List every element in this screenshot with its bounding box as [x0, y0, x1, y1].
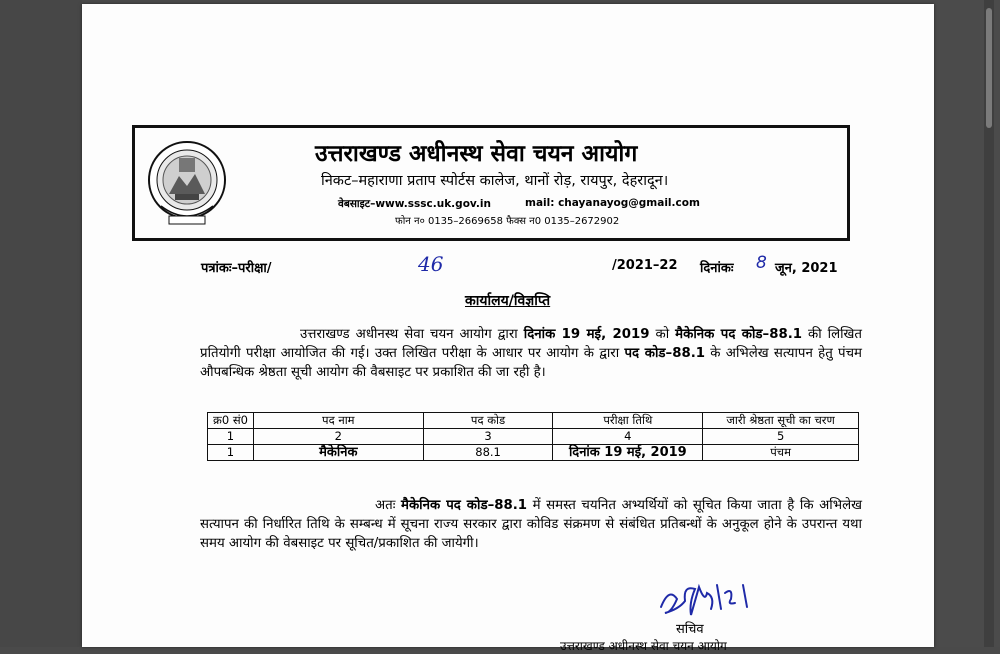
p1-text-3: की लिखित प्रतियोगी परीक्षा आयोजित की गई। उक्त लिखित परीक्षा के आधार पर आयोग के द्वारा — [200, 327, 862, 361]
notice-subject: कार्यालय/विज्ञप्ति — [465, 293, 551, 309]
p1-text-4: के अभिलेख सत्यापन हेतु पंचम औपबन्धिक श्रेष्ठता सूची आयोग की वैबसाइट पर प्रकाशित की जा रही है। — [200, 346, 863, 380]
signatory-designation: सचिव — [676, 622, 704, 637]
phone-fax-line: फोन न० 0135–2669658 फैक्स न0 0135–2672902 — [395, 216, 620, 227]
notice-paragraph-2 — [200, 496, 862, 553]
website-line: वेबसाइट–www.sssc.uk.gov.in — [338, 198, 491, 210]
table-header-row — [208, 413, 859, 429]
p2-bold-1: मैकेनिक पद कोड–88.1 — [401, 498, 528, 513]
table-cell: 1 — [208, 429, 254, 445]
table-number-row — [208, 429, 859, 445]
table-cell: 2 — [253, 429, 423, 445]
date-label: दिनांकः — [700, 261, 734, 276]
table-header-cell: क्र0 सं0 — [208, 413, 254, 429]
reference-number: 46 — [418, 252, 444, 276]
table-header-cell: पद नाम — [253, 413, 423, 429]
table-cell: 88.1 — [423, 445, 553, 461]
viewer-left-margin — [0, 0, 82, 647]
signatory-organization: उत्तराखण्ड अधीनस्थ सेवा चयन आयोग — [560, 639, 727, 653]
table-cell: मैकेनिक — [253, 445, 423, 461]
table-header-cell: जारी श्रेष्ठता सूची का चरण — [703, 413, 859, 429]
scrollbar-thumb[interactable] — [986, 8, 992, 128]
date-month-year: जून, 2021 — [775, 261, 838, 276]
commission-emblem — [145, 136, 229, 228]
p2-text-2: में समस्त चयनित अभ्यर्थियों को सूचित किया जाता है कि अभिलेख सत्यापन की निर्धारित तिथि के सम्बन्ध में सूचना राज्य सरकार द्वारा कोविड संक्रमण से संबंधित प्रतिबन्धों के अनुकूल होने के उपरान्त यथा समय आयोग की वेबसाइट पर सूचित/प्रकाशित की जायेगी। — [200, 498, 862, 551]
reference-label: पत्रांकः–परीक्षा/ — [201, 261, 272, 276]
table-cell: 4 — [553, 429, 703, 445]
table-cell: 3 — [423, 429, 553, 445]
table-row — [208, 445, 859, 461]
notice-paragraph-1 — [200, 325, 862, 382]
details-table — [207, 412, 859, 461]
p1-bold-1: दिनांक 19 मई, 2019 — [523, 327, 650, 342]
p1-text-1: उत्तराखण्ड अधीनस्थ सेवा चयन आयोग द्वारा — [300, 327, 524, 342]
p1-bold-3: पद कोड–88.1 — [624, 346, 705, 361]
email-line: mail: chayanayog@gmail.com — [525, 197, 700, 209]
p1-text-2: को — [649, 327, 676, 342]
p1-bold-2: मैकेनिक पद कोड–88.1 — [675, 327, 802, 342]
reference-year: /2021–22 — [612, 258, 678, 273]
date-day: 8 — [756, 253, 767, 273]
commission-address: निकट–महाराणा प्रताप स्पोर्टस कालेज, थानों रोड़, रायपुर, देहरादून। — [321, 173, 669, 189]
table-cell: दिनांक 19 मई, 2019 — [553, 445, 703, 461]
table-header-cell: परीक्षा तिथि — [553, 413, 703, 429]
p2-text-1: अतः — [375, 498, 402, 513]
handwritten-signature — [655, 573, 775, 623]
table-header-cell: पद कोड — [423, 413, 553, 429]
table-cell: 5 — [703, 429, 859, 445]
table-cell: 1 — [208, 445, 254, 461]
commission-title: उत्तराखण्ड अधीनस्थ सेवा चयन आयोग — [315, 141, 638, 167]
letterhead — [132, 125, 850, 241]
table-cell: पंचम — [703, 445, 859, 461]
